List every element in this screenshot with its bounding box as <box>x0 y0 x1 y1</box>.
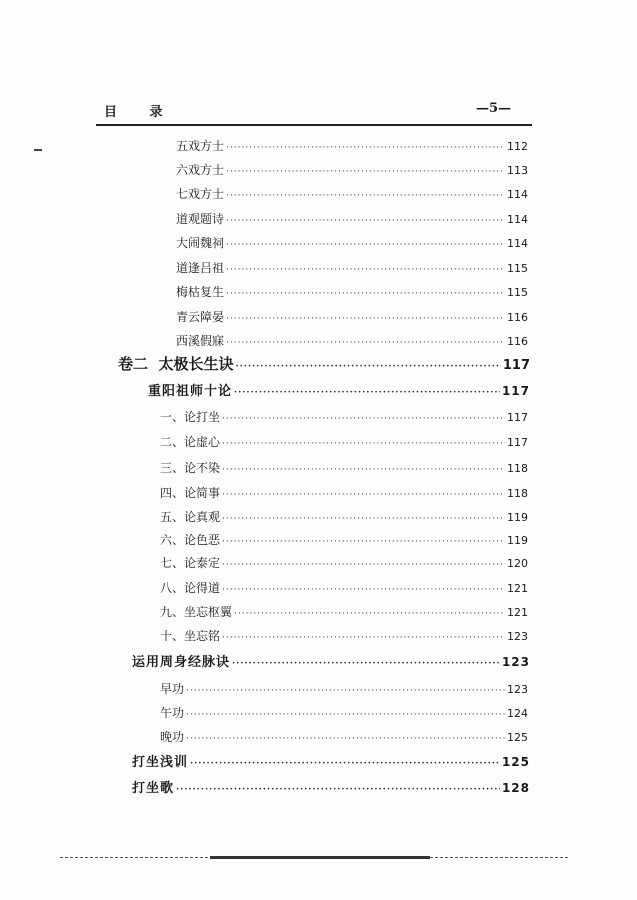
dot-leader <box>226 164 505 180</box>
toc-entry[interactable] <box>176 333 528 351</box>
toc-entry-page: 115 <box>507 262 528 275</box>
toc-section-title: 打坐浅训 <box>132 755 189 770</box>
toc-entry-title: 梅枯复生 <box>176 285 225 299</box>
toc-section-entry[interactable] <box>148 383 530 401</box>
dot-leader <box>226 335 505 351</box>
toc-entry-title: 晚功 <box>160 730 185 744</box>
toc-entry[interactable] <box>160 604 528 622</box>
toc-entry-page: 112 <box>507 140 528 153</box>
toc-entry-page: 114 <box>507 188 528 201</box>
toc-entry-page: 117 <box>507 436 528 449</box>
dot-leader <box>232 656 500 672</box>
toc-entry[interactable] <box>160 628 528 646</box>
running-header-page-number: —5— <box>476 101 512 116</box>
dot-leader <box>226 213 505 229</box>
toc-entry-title: 七戏方士 <box>176 187 225 201</box>
toc-entry-title: 六戏方士 <box>176 163 225 177</box>
toc-entry-title: 道逢吕祖 <box>176 261 225 275</box>
dot-leader <box>222 411 505 427</box>
toc-section-page: 117 <box>501 384 530 398</box>
toc-entry[interactable] <box>160 705 528 723</box>
toc-entry-page: 121 <box>507 606 528 619</box>
toc-entry-page: 114 <box>507 213 528 226</box>
toc-entry[interactable] <box>160 729 528 747</box>
toc-volume-page: 117 <box>502 358 530 373</box>
toc-entry-title: 西溪假寐 <box>176 334 225 348</box>
toc-entry-page: 121 <box>507 582 528 595</box>
toc-entry[interactable] <box>176 186 528 204</box>
toc-entry-page: 118 <box>507 462 528 475</box>
dot-leader <box>176 782 500 798</box>
dot-leader <box>222 462 505 478</box>
toc-entry-page: 116 <box>507 311 528 324</box>
dot-leader <box>235 359 500 375</box>
toc-entry-title: 十、坐忘铭 <box>160 629 221 643</box>
toc-entry-page: 124 <box>507 707 528 720</box>
toc-entry-page: 118 <box>507 487 528 500</box>
dot-leader <box>186 707 505 723</box>
toc-entry-title: 六、论色恶 <box>160 533 221 547</box>
toc-entry[interactable] <box>176 260 528 278</box>
toc-entry-page: 120 <box>507 557 528 570</box>
dot-leader <box>226 262 505 278</box>
toc-entry-page: 114 <box>507 237 528 250</box>
toc-entry-title: 大闹魏祠 <box>176 236 225 250</box>
toc-entry[interactable] <box>176 235 528 253</box>
toc-volume-title: 卷二 太极长生诀 <box>118 355 234 373</box>
toc-entry-title: 二、论虚心 <box>160 435 221 449</box>
toc-entry-title: 五、论真观 <box>160 510 221 524</box>
toc-entry[interactable] <box>160 509 528 527</box>
toc-section-page: 125 <box>501 755 530 769</box>
toc-entry-title: 一、论打坐 <box>160 410 221 424</box>
toc-entry[interactable] <box>160 409 528 427</box>
toc-entry-title: 四、论简事 <box>160 486 221 500</box>
dot-leader <box>234 385 500 401</box>
toc-entry[interactable] <box>176 138 528 156</box>
toc-entry-title: 五戏方士 <box>176 139 225 153</box>
toc-entry[interactable] <box>160 460 528 478</box>
toc-section-title: 重阳祖师十论 <box>148 384 233 399</box>
toc-entry-page: 123 <box>507 683 528 696</box>
toc-entry[interactable] <box>176 211 528 229</box>
dot-leader <box>222 487 505 503</box>
toc-entry-page: 119 <box>507 534 528 547</box>
dot-leader <box>222 630 505 646</box>
dot-leader <box>222 557 505 573</box>
toc-entry-page: 125 <box>507 731 528 744</box>
toc-entry[interactable] <box>160 485 528 503</box>
dot-leader <box>226 311 505 327</box>
toc-entry[interactable] <box>176 309 528 327</box>
dot-leader <box>222 534 505 550</box>
toc-section-entry[interactable] <box>132 654 530 672</box>
toc-entry-page: 119 <box>507 511 528 524</box>
dot-leader <box>222 511 505 527</box>
dot-leader <box>186 683 505 699</box>
dot-leader <box>234 606 505 622</box>
scan-bottom-edge-dark <box>210 856 430 859</box>
toc-entry-page: 123 <box>507 630 528 643</box>
toc-entry-title: 青云障晏 <box>176 310 225 324</box>
toc-section-page: 128 <box>501 781 530 795</box>
toc-entry[interactable] <box>176 162 528 180</box>
toc-entry[interactable] <box>160 681 528 699</box>
toc-entry-title: 九、坐忘枢翼 <box>160 605 233 619</box>
toc-volume-entry[interactable] <box>118 356 530 375</box>
dot-leader <box>186 731 505 747</box>
toc-entry[interactable] <box>160 555 528 573</box>
dot-leader <box>222 436 505 452</box>
toc-entry-title: 三、论不染 <box>160 461 221 475</box>
toc-entry[interactable] <box>160 532 528 550</box>
toc-entry-title: 八、论得道 <box>160 581 221 595</box>
toc-entry-title: 午功 <box>160 706 185 720</box>
toc-entry-title: 七、论泰定 <box>160 556 221 570</box>
toc-section-page: 123 <box>501 655 530 669</box>
toc-entry-title: 早功 <box>160 682 185 696</box>
toc-entry[interactable] <box>160 434 528 452</box>
toc-entry-page: 116 <box>507 335 528 348</box>
toc-entry[interactable] <box>176 284 528 302</box>
toc-entry-page: 115 <box>507 286 528 299</box>
toc-section-entry[interactable] <box>132 780 530 798</box>
toc-section-title: 运用周身经脉诀 <box>132 655 231 670</box>
toc-section-entry[interactable] <box>132 754 530 772</box>
dot-leader <box>222 582 505 598</box>
dot-leader <box>226 140 505 156</box>
toc-section-title: 打坐歌 <box>132 781 175 796</box>
dot-leader <box>190 756 500 772</box>
running-header-title: 目 录 <box>104 105 177 120</box>
toc-entry-page: 113 <box>507 164 528 177</box>
dot-leader <box>226 286 505 302</box>
dot-leader <box>226 188 505 204</box>
toc-entry-page: 117 <box>507 411 528 424</box>
toc-entry-title: 道观题诗 <box>176 212 225 226</box>
toc-entry[interactable] <box>160 580 528 598</box>
dot-leader <box>226 237 505 253</box>
